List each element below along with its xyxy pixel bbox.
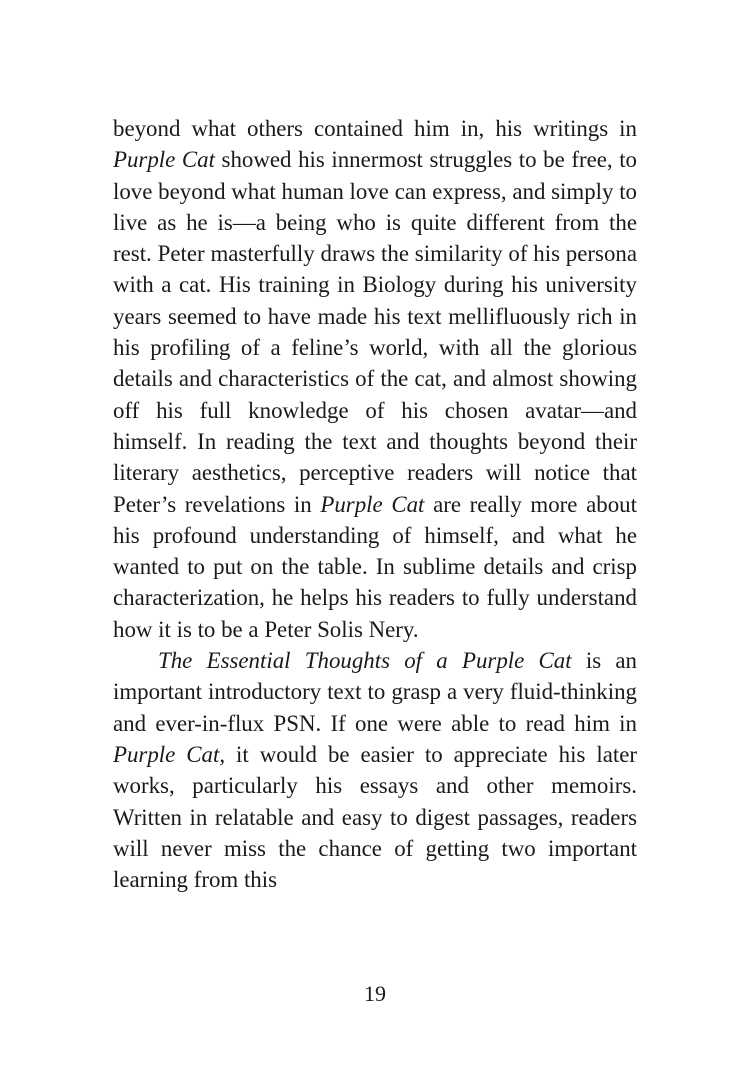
body-text xyxy=(113,113,637,895)
paragraph-1 xyxy=(113,113,637,645)
book-title-italic: Purple Cat xyxy=(113,147,215,173)
text-run: showed his innermost struggles to be free, to love beyond what human love can express, and simply to live as he is—a being who is quite different from the rest. Peter masterfully draws the similarity of his persona with a cat. His training in Biology during his university years seemed to have made his text mellifluously rich in his profiling of a feline’s world, with all the glorious details and characteristics of the cat, and almost showing off his full knowledge of his chosen avatar—and himself. In reading the text and thoughts beyond their literary aesthetics, perceptive readers will notice that Peter’s revelations in xyxy=(113,147,637,517)
book-title-italic: Purple Cat xyxy=(320,491,425,517)
paragraph-2 xyxy=(113,645,637,895)
text-run: is an important introductory text to grasp a very fluid-thinking and ever-in-flux PSN. If one were able to read him in xyxy=(113,648,637,736)
page-number: 19 xyxy=(364,981,386,1006)
text-run: beyond what others contained him in, his writings in xyxy=(113,116,637,141)
book-title-italic: Purple Cat, xyxy=(113,741,226,767)
text-run: are really more about his profound understanding of himself, and what he wanted to put on the table. In sublime details and crisp characterization, he helps his readers to fully understand how it is to be a Peter Solis Nery. xyxy=(113,491,637,642)
text-run: it would be easier to appreciate his later works, particularly his essays and other memoirs. Written in relatable and easy to digest passages, readers will never miss the chance of getting two important learning from this xyxy=(113,741,637,893)
book-title-italic: The Essential Thoughts of a Purple Cat xyxy=(158,648,572,674)
